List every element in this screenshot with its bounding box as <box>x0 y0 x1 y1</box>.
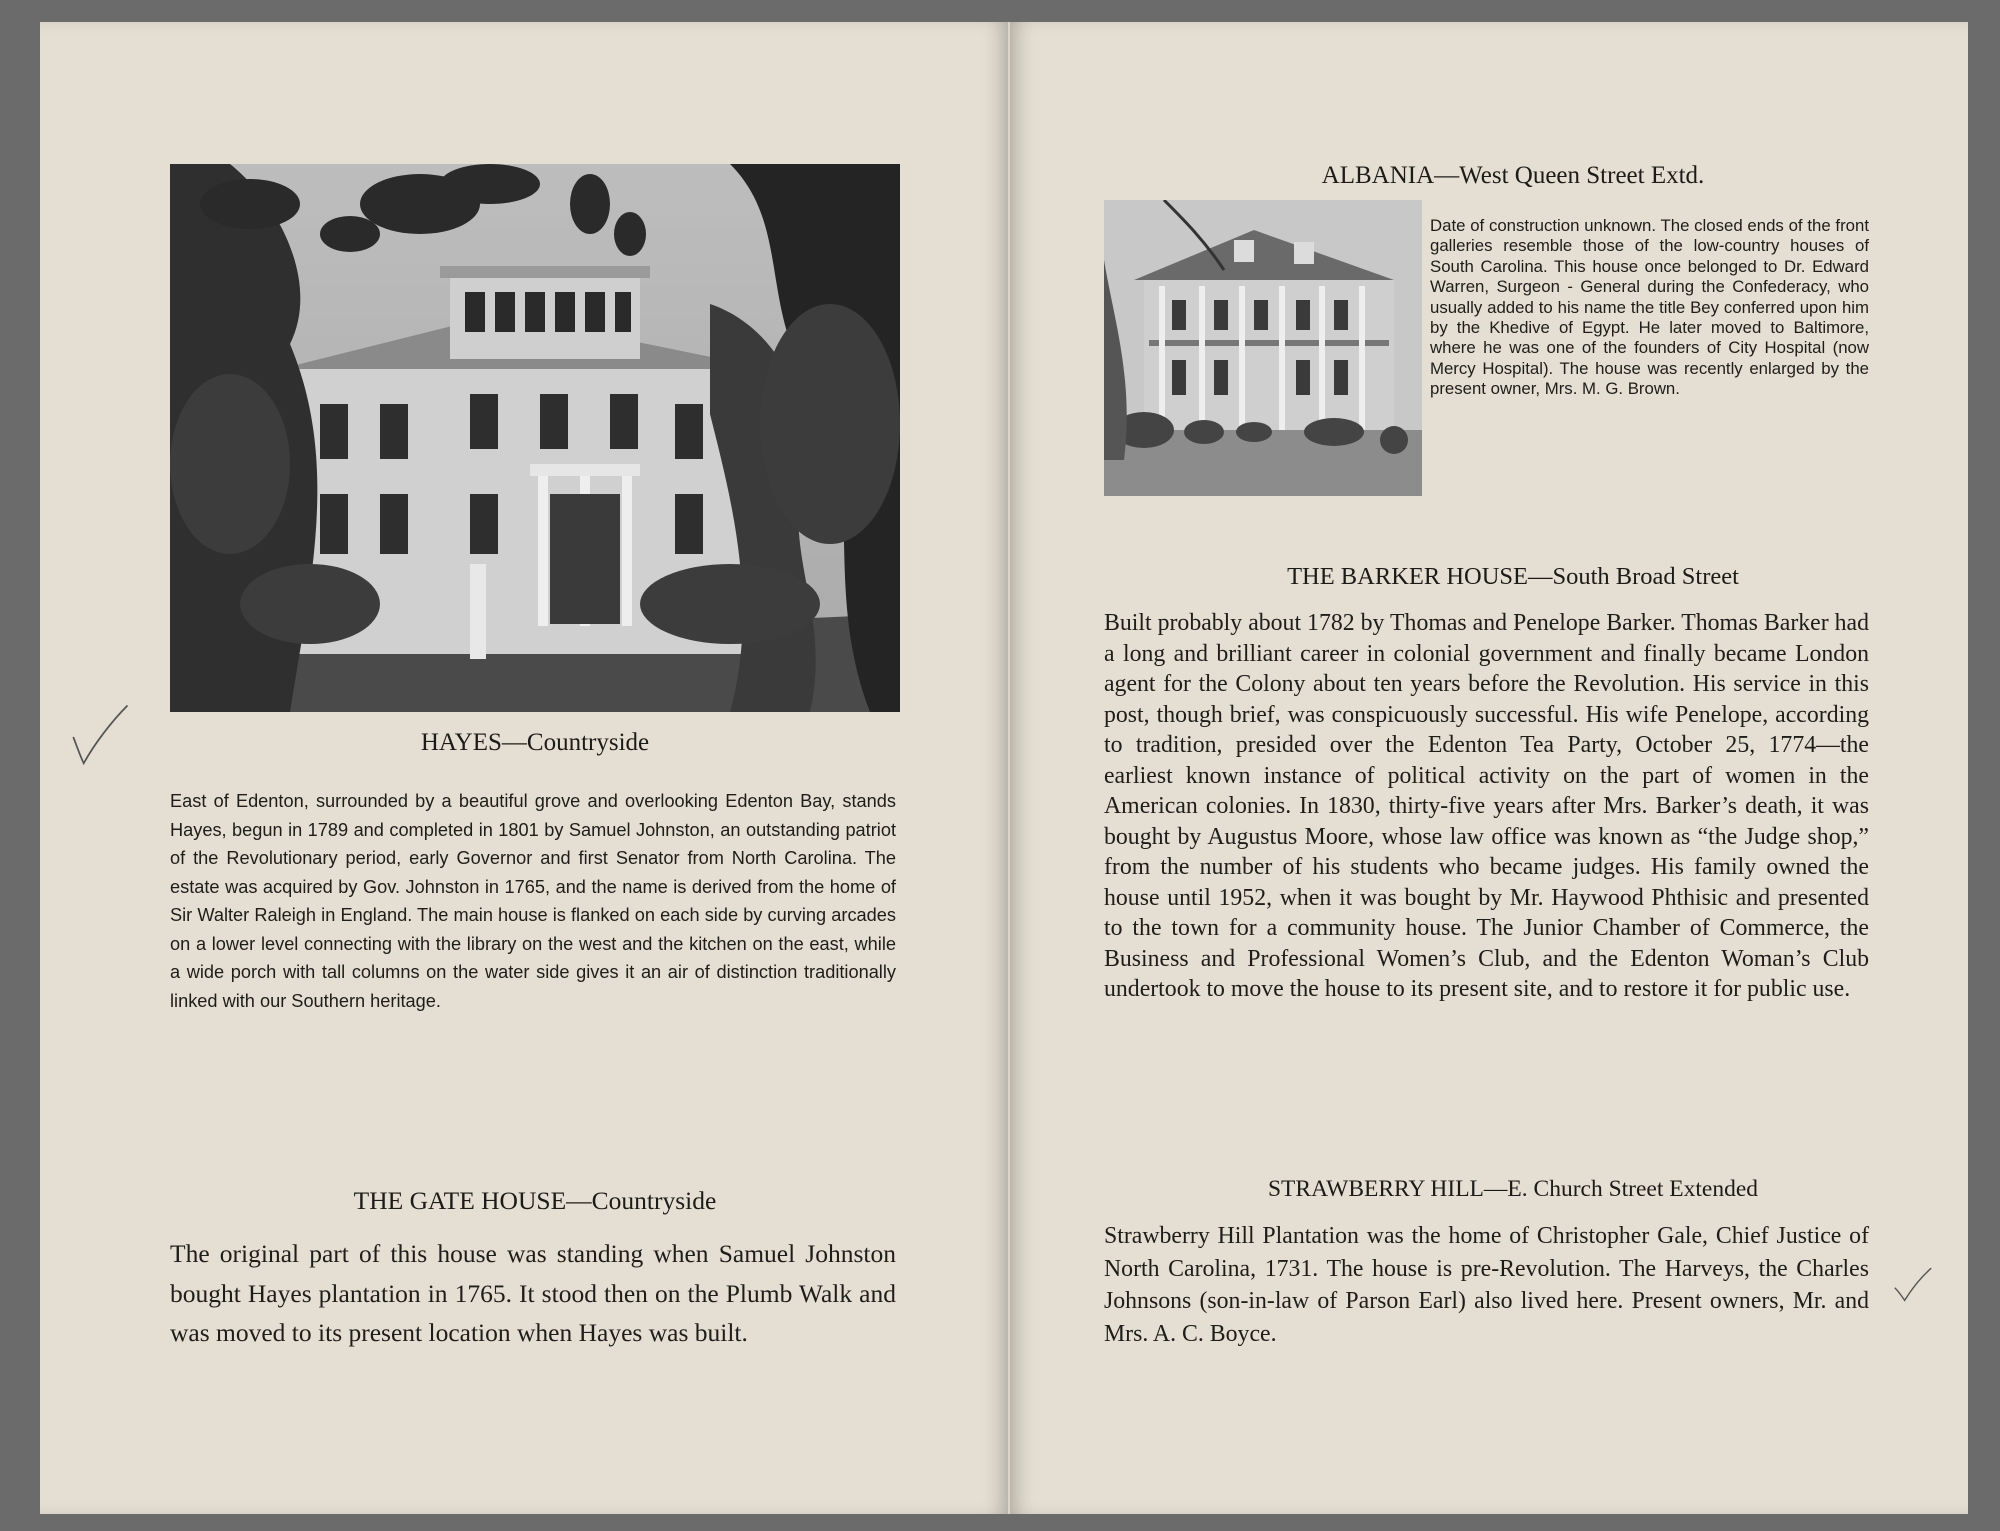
barker-house-title: THE BARKER HOUSE—South Broad Street <box>1287 563 1739 590</box>
strawberry-hill-description: Strawberry Hill Plantation was the home of Christopher Gale, Chief Justice of North Carolina, 1731. The house is pre-Revolution. The Harveys, the Charles Johnsons (son-in-law of Parson Earl) also lived here. Present owners, Mr. and Mrs. A. C. Boyce. <box>1104 1223 1869 1347</box>
pencil-checkmark-icon-right <box>1892 1264 1934 1306</box>
albania-description-text: Date of construction unknown. The closed ends of the front galleries resemble those of the low-country houses of South Carolina. This house once belonged to Dr. Edward Warren, Surgeon - General during the Confederacy, who usually added to his name the title Bey conferred upon him by the Khedive of Egypt. He later moved to Baltimore, where he was one of the founders of City Hospital (now Mercy Hospital). The house was recently enlarged by the present owner, Mrs. M. G. Brown. <box>1430 216 1869 399</box>
albania-description <box>1104 216 1869 492</box>
strawberry-hill-title: STRAWBERRY HILL—E. Church Street Extended <box>1267 1176 1759 1202</box>
albania-title: ALBANIA—West Queen Street Extd. <box>1321 162 1705 189</box>
pencil-checkmark-icon <box>68 702 138 772</box>
albania-photo-spacer <box>1104 216 1430 492</box>
hayes-title: HAYES—Countryside <box>420 729 650 756</box>
hayes-description: East of Edenton, surrounded by a beautiful grove and overlooking Edenton Bay, stands Hayes, begun in 1789 and completed in 1801 by Samuel Johnston, an outstanding patriot of the Revolutionary period, early Governor and first Senator from North Carolina. The estate was acquired by Gov. Johnston in 1765, and the name is derived from the home of Sir Walter Raleigh in England. The main house is flanked on each side by curving arcades on a lower level connecting with the library on the west and the kitchen on the east, while a wide porch with tall columns on the water side gives it an air of distinction traditionally linked with our Southern heritage. <box>170 791 896 1011</box>
gate-house-title: THE GATE HOUSE—Countryside <box>353 1186 717 1215</box>
barker-house-description: Built probably about 1782 by Thomas and Penelope Barker. Thomas Barker had a long and brilliant career in colonial government and finally became London agent for the Colony about ten years before the Revolution. His service in this post, though brief, was conspicuously successful. His wife Penelope, according to tradition, presided over the Edenton Tea Party, October 25, 1774—the earliest known instance of political activity on the part of women in the American colonies. In 1830, thirty-five years after Mrs. Barker’s death, it was bought by Augustus Moore, whose law office was known as “the Judge shop,” from the number of his students who became judges. His family owned the house until 1952, when it was bought by Mr. Haywood Phthisic and presented to the town for a community house. The Junior Chamber of Commerce, the Business and Professional Women’s Club, and the Edenton Woman’s Club undertook to move the house to its present site, and to restore it for public use. <box>1104 610 1869 1002</box>
hayes-photo <box>170 164 900 712</box>
hayes-photo-image <box>170 164 900 712</box>
gate-house-description: The original part of this house was standing when Samuel Johnston bought Hayes plantation in 1765. It stood then on the Plumb Walk and was moved to its present location when Hayes was built. <box>170 1239 896 1347</box>
booklet-spread <box>40 22 1968 1514</box>
right-page <box>1010 22 1968 1514</box>
left-page <box>40 22 1008 1514</box>
